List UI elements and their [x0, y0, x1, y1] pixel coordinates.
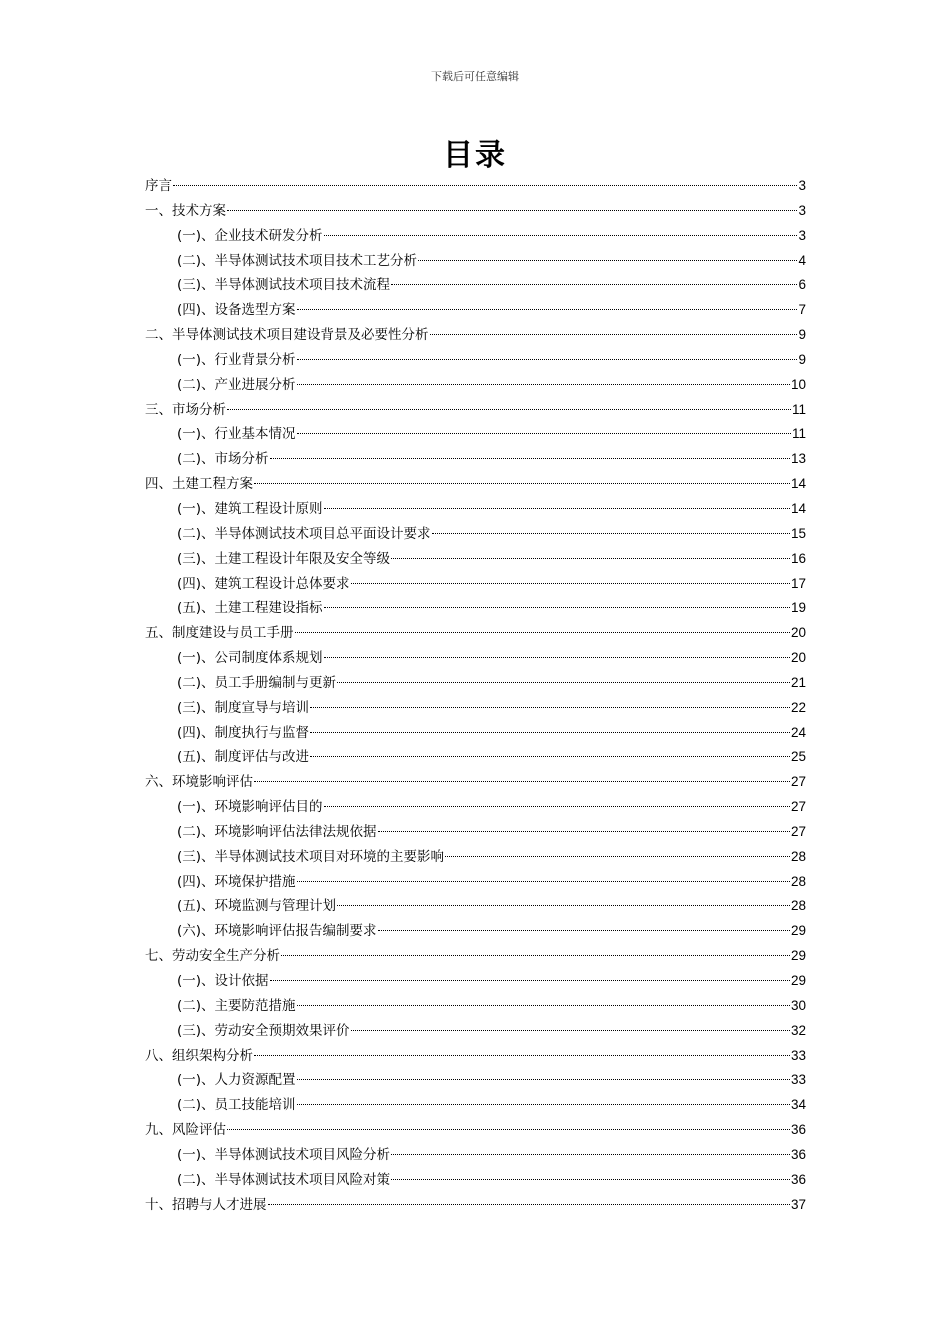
- toc-entry-page-number: 25: [790, 749, 806, 765]
- toc-entry-page-number: 9: [798, 327, 806, 343]
- toc-entry-label: 四、土建工程方案: [145, 476, 253, 493]
- toc-entry-label: 一、技术方案: [145, 202, 226, 219]
- toc-entry-chapter[interactable]: [145, 323, 806, 348]
- toc-entry-label: (一)、公司制度体系规划: [177, 650, 323, 667]
- toc-entry-label: (四)、设备选型方案: [177, 302, 296, 319]
- toc-entry-page-number: 15: [790, 525, 806, 541]
- toc-leader-dots: [297, 1104, 790, 1105]
- toc-leader-dots: [295, 632, 790, 633]
- toc-leader-dots: [430, 334, 798, 335]
- toc-entry-label: (二)、市场分析: [177, 451, 269, 468]
- toc-entry-section[interactable]: [145, 994, 806, 1019]
- toc-entry-section[interactable]: [145, 721, 806, 746]
- toc-entry-label: (二)、半导体测试技术项目总平面设计要求: [177, 525, 431, 542]
- toc-entry-label: (三)、半导体测试技术项目对环境的主要影响: [177, 848, 445, 865]
- toc-entry-label: (一)、建筑工程设计原则: [177, 500, 323, 517]
- toc-leader-dots: [324, 235, 798, 236]
- toc-leader-dots: [310, 732, 790, 733]
- toc-entry-section[interactable]: [145, 745, 806, 770]
- toc-entry-label: (五)、土建工程建设指标: [177, 600, 323, 617]
- toc-entry-label: 六、环境影响评估: [145, 774, 253, 791]
- toc-entry-label: 三、市场分析: [145, 401, 226, 418]
- toc-entry-page-number: 7: [798, 302, 806, 318]
- toc-leader-dots: [445, 856, 790, 857]
- toc-entry-label: 八、组织架构分析: [145, 1047, 253, 1064]
- toc-entry-section[interactable]: [145, 919, 806, 944]
- toc-entry-label: (二)、半导体测试技术项目技术工艺分析: [177, 252, 418, 269]
- toc-entry-page-number: 29: [790, 973, 806, 988]
- toc-entry-label: (四)、制度执行与监督: [177, 724, 310, 741]
- toc-entry-page-number: 21: [790, 674, 806, 690]
- toc-entry-page-number: 33: [790, 1047, 806, 1063]
- toc-leader-dots: [254, 1055, 790, 1056]
- toc-entry-chapter[interactable]: [145, 472, 806, 497]
- toc-entry-label: (二)、半导体测试技术项目风险对策: [177, 1171, 391, 1188]
- toc-entry-label: 十、招聘与人才进展: [145, 1196, 267, 1213]
- toc-entry-page-number: 36: [790, 1171, 806, 1187]
- toc-entry-page-number: 28: [790, 848, 806, 864]
- toc-title: 目录: [443, 138, 507, 173]
- toc-leader-dots: [268, 1204, 790, 1205]
- toc-entry-page-number: 27: [790, 774, 806, 790]
- toc-leader-dots: [324, 806, 790, 807]
- toc-entry-page-number: 4: [798, 252, 806, 268]
- toc-entry-chapter[interactable]: [145, 174, 806, 199]
- toc-entry-chapter[interactable]: [145, 1118, 806, 1143]
- toc-entry-section[interactable]: [145, 845, 806, 870]
- toc-entry-section[interactable]: [145, 422, 806, 447]
- toc-leader-dots: [297, 881, 790, 882]
- toc-entry-label: (二)、员工技能培训: [177, 1097, 296, 1114]
- toc-entry-page-number: 19: [790, 600, 806, 616]
- toc-entry-label: (一)、行业基本情况: [177, 426, 296, 443]
- toc-leader-dots: [254, 781, 790, 782]
- toc-leader-dots: [227, 210, 797, 211]
- toc-entry-section[interactable]: [145, 671, 806, 696]
- toc-leader-dots: [391, 1154, 790, 1155]
- toc-entry-label: 序言: [145, 178, 172, 194]
- toc-entry-page-number: 14: [790, 476, 806, 492]
- toc-entry-section[interactable]: [145, 969, 806, 994]
- toc-leader-dots: [324, 657, 790, 658]
- toc-entry-section[interactable]: [145, 1019, 806, 1044]
- toc-leader-dots: [391, 1179, 790, 1180]
- toc-entry-section[interactable]: [145, 273, 806, 298]
- toc-entry-label: (六)、环境影响评估报告编制要求: [177, 923, 377, 940]
- toc-leader-dots: [173, 185, 797, 186]
- toc-entry-section[interactable]: [145, 894, 806, 919]
- toc-entry-label: (五)、制度评估与改进: [177, 749, 310, 766]
- toc-entry-label: (一)、人力资源配置: [177, 1072, 296, 1089]
- toc-entry-page-number: 34: [790, 1097, 806, 1113]
- toc-leader-dots: [270, 980, 790, 981]
- toc-entry-page-number: 30: [790, 997, 806, 1013]
- toc-entry-label: (二)、员工手册编制与更新: [177, 674, 337, 691]
- toc-entry-page-number: 11: [791, 426, 806, 442]
- toc-entry-label: (一)、行业背景分析: [177, 351, 296, 368]
- toc-leader-dots: [310, 707, 790, 708]
- toc-entry-section[interactable]: [145, 373, 806, 398]
- toc-entry-page-number: 10: [790, 376, 806, 392]
- toc-entry-label: (四)、环境保护措施: [177, 873, 296, 890]
- toc-entry-page-number: 36: [790, 1122, 806, 1138]
- toc-entry-page-number: 3: [798, 227, 806, 243]
- toc-entry-page-number: 11: [791, 401, 806, 417]
- toc-entry-section[interactable]: [145, 547, 806, 572]
- toc-entry-page-number: 36: [790, 1146, 806, 1162]
- toc-entry-label: (五)、环境监测与管理计划: [177, 898, 337, 915]
- toc-entry-label: (二)、主要防范措施: [177, 997, 296, 1014]
- toc-entry-section[interactable]: [145, 795, 806, 820]
- toc-entry-chapter[interactable]: [145, 398, 806, 423]
- toc-entry-section[interactable]: [145, 1143, 806, 1168]
- toc-entry-section[interactable]: [145, 224, 806, 249]
- toc-entry-label: (一)、企业技术研发分析: [177, 227, 323, 244]
- toc-entry-page-number: 27: [790, 823, 806, 839]
- toc-entry-page-number: 29: [790, 923, 806, 939]
- toc-leader-dots: [391, 284, 797, 285]
- toc-entry-label: 二、半导体测试技术项目建设背景及必要性分析: [145, 327, 429, 344]
- toc-leader-dots: [324, 607, 790, 608]
- toc-entry-page-number: 37: [790, 1196, 806, 1212]
- toc-entry-chapter[interactable]: [145, 1044, 806, 1069]
- toc-entry-section[interactable]: [145, 522, 806, 547]
- toc-entry-label: 七、劳动安全生产分析: [145, 948, 280, 965]
- toc-leader-dots: [297, 1079, 790, 1080]
- toc-leader-dots: [378, 831, 790, 832]
- toc-leader-dots: [270, 458, 790, 459]
- toc-entry-chapter[interactable]: [145, 199, 806, 224]
- toc-entry-page-number: 17: [790, 575, 806, 591]
- toc-leader-dots: [281, 955, 790, 956]
- toc-entry-section[interactable]: [145, 572, 806, 597]
- toc-entry-page-number: 20: [790, 625, 806, 641]
- toc-entry-page-number: 6: [798, 277, 806, 293]
- toc-entry-section[interactable]: [145, 820, 806, 845]
- toc-leader-dots: [378, 930, 790, 931]
- toc-entry-section[interactable]: [145, 447, 806, 472]
- toc-entry-section[interactable]: [145, 1093, 806, 1118]
- toc-leader-dots: [351, 583, 790, 584]
- toc-leader-dots: [337, 682, 790, 683]
- toc-entry-chapter[interactable]: [145, 944, 806, 969]
- toc-entry-page-number: 13: [790, 451, 806, 467]
- toc-entry-label: 九、风险评估: [145, 1122, 226, 1139]
- toc-entry-label: (一)、半导体测试技术项目风险分析: [177, 1146, 391, 1163]
- toc-entry-section[interactable]: [145, 870, 806, 895]
- toc-entry-label: (三)、土建工程设计年限及安全等级: [177, 550, 391, 567]
- toc-leader-dots: [351, 1030, 790, 1031]
- toc-entry-label: 五、制度建设与员工手册: [145, 625, 294, 642]
- toc-leader-dots: [297, 433, 791, 434]
- toc-entry-chapter[interactable]: [145, 1193, 806, 1218]
- toc-entry-section[interactable]: [145, 348, 806, 373]
- toc-entry-page-number: 3: [798, 178, 806, 193]
- toc-entry-page-number: 20: [790, 650, 806, 666]
- toc-entry-label: (二)、环境影响评估法律法规依据: [177, 823, 377, 840]
- toc-entry-label: (三)、半导体测试技术项目技术流程: [177, 277, 391, 294]
- toc-entry-page-number: 14: [790, 500, 806, 516]
- toc-entry-page-number: 29: [790, 948, 806, 964]
- toc-entry-page-number: 9: [798, 351, 806, 367]
- toc-entry-label: (一)、环境影响评估目的: [177, 799, 323, 816]
- toc-leader-dots: [310, 756, 790, 757]
- toc-entry-page-number: 22: [790, 699, 806, 715]
- toc-leader-dots: [324, 508, 790, 509]
- toc-leader-dots: [297, 359, 798, 360]
- toc-entry-page-number: 24: [790, 724, 806, 740]
- toc-entry-page-number: 28: [790, 873, 806, 889]
- toc-entry-page-number: 27: [790, 799, 806, 815]
- toc-entry-section[interactable]: [145, 596, 806, 621]
- toc-entry-label: (三)、劳动安全预期效果评价: [177, 1022, 350, 1039]
- toc-entry-label: (三)、制度宣导与培训: [177, 699, 310, 716]
- toc-entry-label: (一)、设计依据: [177, 973, 269, 989]
- toc-leader-dots: [227, 409, 791, 410]
- toc-leader-dots: [337, 905, 790, 906]
- toc-entry-page-number: 3: [798, 202, 806, 218]
- toc-entry-section[interactable]: [145, 1068, 806, 1093]
- toc-entry-label: (二)、产业进展分析: [177, 376, 296, 393]
- toc-entry-section[interactable]: [145, 646, 806, 671]
- toc-entry-section[interactable]: [145, 497, 806, 522]
- toc-leader-dots: [432, 533, 790, 534]
- toc-leader-dots: [297, 384, 790, 385]
- toc-entry-section[interactable]: [145, 249, 806, 274]
- table-of-contents: [145, 174, 806, 1217]
- toc-entry-section[interactable]: [145, 1168, 806, 1193]
- toc-leader-dots: [254, 483, 790, 484]
- toc-entry-page-number: 28: [790, 898, 806, 914]
- toc-entry-page-number: 33: [790, 1072, 806, 1088]
- toc-leader-dots: [418, 260, 797, 261]
- toc-leader-dots: [297, 309, 798, 310]
- toc-entry-page-number: 32: [790, 1022, 806, 1038]
- toc-leader-dots: [227, 1129, 790, 1130]
- toc-leader-dots: [297, 1005, 790, 1006]
- toc-leader-dots: [391, 558, 790, 559]
- header-note: 下载后可任意编辑: [431, 70, 519, 83]
- toc-entry-label: (四)、建筑工程设计总体要求: [177, 575, 350, 592]
- toc-entry-chapter[interactable]: [145, 621, 806, 646]
- toc-entry-page-number: 16: [790, 550, 806, 566]
- toc-entry-section[interactable]: [145, 696, 806, 721]
- toc-entry-chapter[interactable]: [145, 770, 806, 795]
- toc-entry-section[interactable]: [145, 298, 806, 323]
